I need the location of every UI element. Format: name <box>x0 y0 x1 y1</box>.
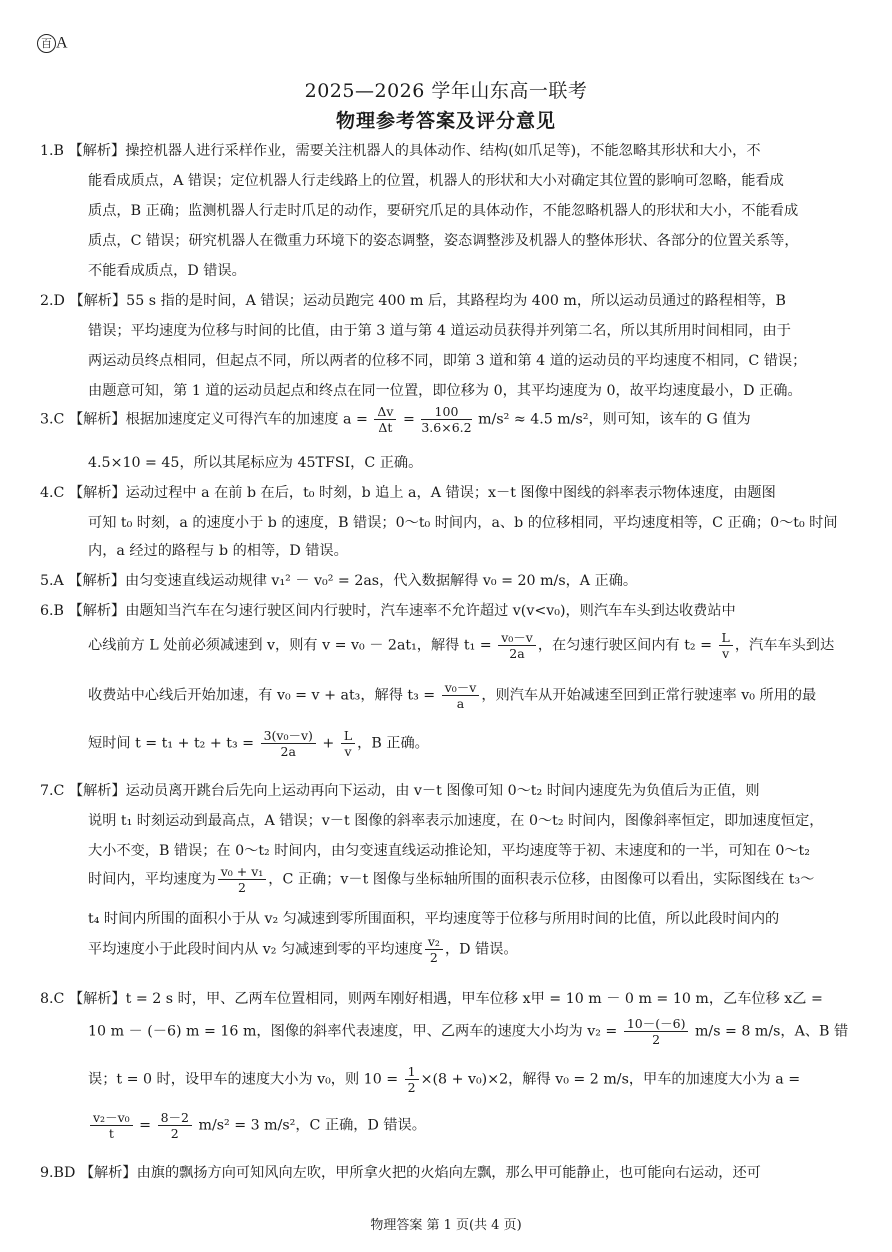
q3-text-a: 3.C 【解析】根据加速度定义可得汽车的加速度 a = <box>40 411 373 428</box>
q6-fraction-total: $\frac{\text{3(v₀－v)}}{2a}$ <box>261 728 316 759</box>
q8-line-3: 误；t = 0 时，设甲车的速度大小为 v₀，则 10 = $\frac{1}{2}$ ×(8 + v₀)×2，解得 v₀ = 2 m/s，甲车的加速度大小为 a = <box>88 1064 801 1095</box>
page-footer: 物理答案 第 1 页(共 4 页) <box>370 1218 522 1233</box>
q8-line-1: 8.C 【解析】t = 2 s 时，甲、乙两车位置相同，则两车刚好相遇，甲车位移 x甲 = 10 m － 0 m = 10 m，乙车位移 x乙 = <box>40 991 823 1007</box>
q7-fraction-avg: $\frac{\text{v₀ + v₁}}{2}$ <box>218 864 267 895</box>
q6-fraction-t2: $\frac{L}{v}$ <box>719 630 733 661</box>
q7-line-6: 平均速度小于此段时间内从 v₂ 匀减速到零的平均速度 $\frac{\text{v₂}}{2}$ ，D 错误。 <box>88 934 518 965</box>
q3-line-2: 4.5×10 = 45，所以其尾标应为 45TFSI，C 正确。 <box>88 455 423 471</box>
q2-line-2: 错误；平均速度为位移与时间的比值，由于第 3 道与第 4 道运动员获得并列第二名，所以其所用时间相同，由于 <box>88 323 791 339</box>
q7-line-3: 大小不变，B 错误；在 0～t₂ 时间内，由匀变速直线运动推论知，平均速度等于初、末速度和的一半，可知在 0～t₂ <box>88 843 810 859</box>
exam-title: 2025—2026 学年山东高一联考 <box>304 80 588 102</box>
q7-line-1: 7.C 【解析】运动员离开跳台后先向上运动再向下运动，由 v－t 图像可知 0～t₂ 时间内速度先为负值后为正值，则 <box>40 783 760 799</box>
q6-line-4: 短时间 t = t₁ + t₂ + t₃ = $\frac{\text{3(v₀－v)}}{2a}$ + $\frac{L}{v}$ ，B 正确。 <box>88 728 429 759</box>
q1-line-1: 1.B 【解析】操控机器人进行采样作业，需要关注机器人的具体动作、结构(如爪足等)，不能忽略其形状和大小，不 <box>40 143 761 159</box>
q4-line-2: 可知 t₀ 时刻，a 的速度小于 b 的速度，B 错误；0～t₀ 时间内，a、b 的位移相同，平均速度相等，C 正确；0～t₀ 时间 <box>88 515 838 531</box>
q6-line-2: 心线前方 L 处前必须减速到 v，则有 v = v₀ － 2at₁，解得 t₁ = $\frac{\text{v₀－v}}{2a}$ ，在匀速行驶区间内有 t₂ = $\frac{L}{v}$ ，汽车车头到达 <box>88 630 835 661</box>
q2-line-1: 2.D 【解析】55 s 指的是时间，A 错误；运动员跑完 400 m 后，其路程均为 400 m，所以运动员通过的路程相等，B <box>40 293 786 309</box>
q8-fraction-v2: $\frac{10-(-6)}{2}$ <box>624 1016 689 1047</box>
q3-fraction-1: $\frac{\Delta v}{\Delta t}$ <box>374 404 396 435</box>
q1-line-5: 不能看成质点，D 错误。 <box>88 263 246 279</box>
q3-fraction-2: $\frac{100}{3.6\times 6.2}$ <box>421 404 472 435</box>
q6-fraction-lv: $\frac{L}{v}$ <box>341 728 355 759</box>
q6-line-1: 6.B 【解析】由题知当汽车在匀速行驶区间内行驶时，汽车速率不允许超过 v(v<v₀)，则汽车车头到达收费站中 <box>40 603 736 619</box>
q8-fraction-value: $\frac{8-2}{2}$ <box>158 1110 192 1141</box>
q3-line-1: 3.C 【解析】根据加速度定义可得汽车的加速度 a = $\frac{\Delta v}{\Delta t}$ = $\frac{100}{3.6\times 6.2}$ m/s² ≈ 4.5 m/s²，则可知，该车的 G 值为 <box>40 404 751 435</box>
document-subtitle: 物理参考答案及评分意见 <box>335 110 556 132</box>
q2-line-4: 由题意可知，第 1 道的运动员起点和终点在同一位置，即位移为 0，其平均速度为 0，故平均速度最小，D 正确。 <box>88 383 802 399</box>
q8-line-2: 10 m － (－6) m = 16 m，图像的斜率代表速度，甲、乙两车的速度大小均为 v₂ = $\frac{10-(-6)}{2}$ m/s = 8 m/s，A、B 错 <box>88 1016 849 1047</box>
q7-line-2: 说明 t₁ 时刻运动到最高点，A 错误；v－t 图像的斜率表示加速度，在 0～t₂ 时间内，图像斜率恒定，即加速度恒定， <box>88 813 824 829</box>
q1-line-4: 质点，C 错误；研究机器人在微重力环境下的姿态调整，姿态调整涉及机器人的整体形状、各部分的位置关系等， <box>88 233 799 249</box>
q8-fraction-accel: $\frac{\text{v₂－v₀}}{t}$ <box>90 1110 133 1141</box>
q5-line-1: 5.A 【解析】由匀变速直线运动规律 v₁² － v₀² = 2as，代入数据解得 v₀ = 20 m/s，A 正确。 <box>40 573 638 589</box>
q6-fraction-t1: $\frac{\text{v₀－v}}{2a}$ <box>498 630 536 661</box>
q1-line-3: 质点，B 正确；监测机器人行走时爪足的动作，要研究爪足的具体动作，不能忽略机器人的形状和大小，不能看成 <box>88 203 799 219</box>
q4-line-3: 内，a 经过的路程与 b 的相等，D 错误。 <box>88 543 348 559</box>
q6-line-3: 收费站中心线后开始加速，有 v₀ = v + at₃，解得 t₃ = $\frac{\text{v₀－v}}{a}$ ，则汽车从开始减速至回到正常行驶速率 v₀ 所用的最 <box>88 680 817 711</box>
logo <box>37 33 68 53</box>
logo-circle: 百 <box>37 34 56 53</box>
q7-line-4: 时间内，平均速度为 $\frac{\text{v₀ + v₁}}{2}$ ，C 正确；v－t 图像与坐标轴所围的面积表示位移，由图像可以看出，实际图线在 t₃～ <box>88 864 815 895</box>
q7-fraction-v2: $\frac{\text{v₂}}{2}$ <box>425 934 443 965</box>
q8-line-4: $\frac{\text{v₂－v₀}}{t}$ = $\frac{8-2}{2}$ m/s² = 3 m/s²，C 正确，D 错误。 <box>88 1110 426 1141</box>
logo-letter: A <box>56 34 68 52</box>
q7-line-5: t₄ 时间内所围的面积小于从 v₂ 匀减速到零所围面积，平均速度等于位移与所用时间的比值，所以此段时间内的 <box>88 911 780 927</box>
q8-fraction-half: $\frac{1}{2}$ <box>405 1064 419 1095</box>
q2-line-3: 两运动员终点相同，但起点不同，所以两者的位移不同，即第 3 道和第 4 道的运动员的平均速度不相同，C 错误； <box>88 353 807 369</box>
q9-line-1: 9.BD 【解析】由旗的飘扬方向可知风向左吹，甲所拿火把的火焰向左飘，那么甲可能静止，也可能向右运动，还可 <box>40 1165 761 1181</box>
q3-text-b: m/s² ≈ 4.5 m/s²，则可知，该车的 G 值为 <box>473 411 751 428</box>
q1-line-2: 能看成质点，A 错误；定位机器人行走线路上的位置，机器人的形状和大小对确定其位置的影响可忽略，能看成 <box>88 173 784 189</box>
q6-fraction-t3: $\frac{\text{v₀－v}}{a}$ <box>442 680 480 711</box>
q4-line-1: 4.C 【解析】运动过程中 a 在前 b 在后，t₀ 时刻，b 追上 a，A 错误；x－t 图像中图线的斜率表示物体速度，由题图 <box>40 485 776 501</box>
